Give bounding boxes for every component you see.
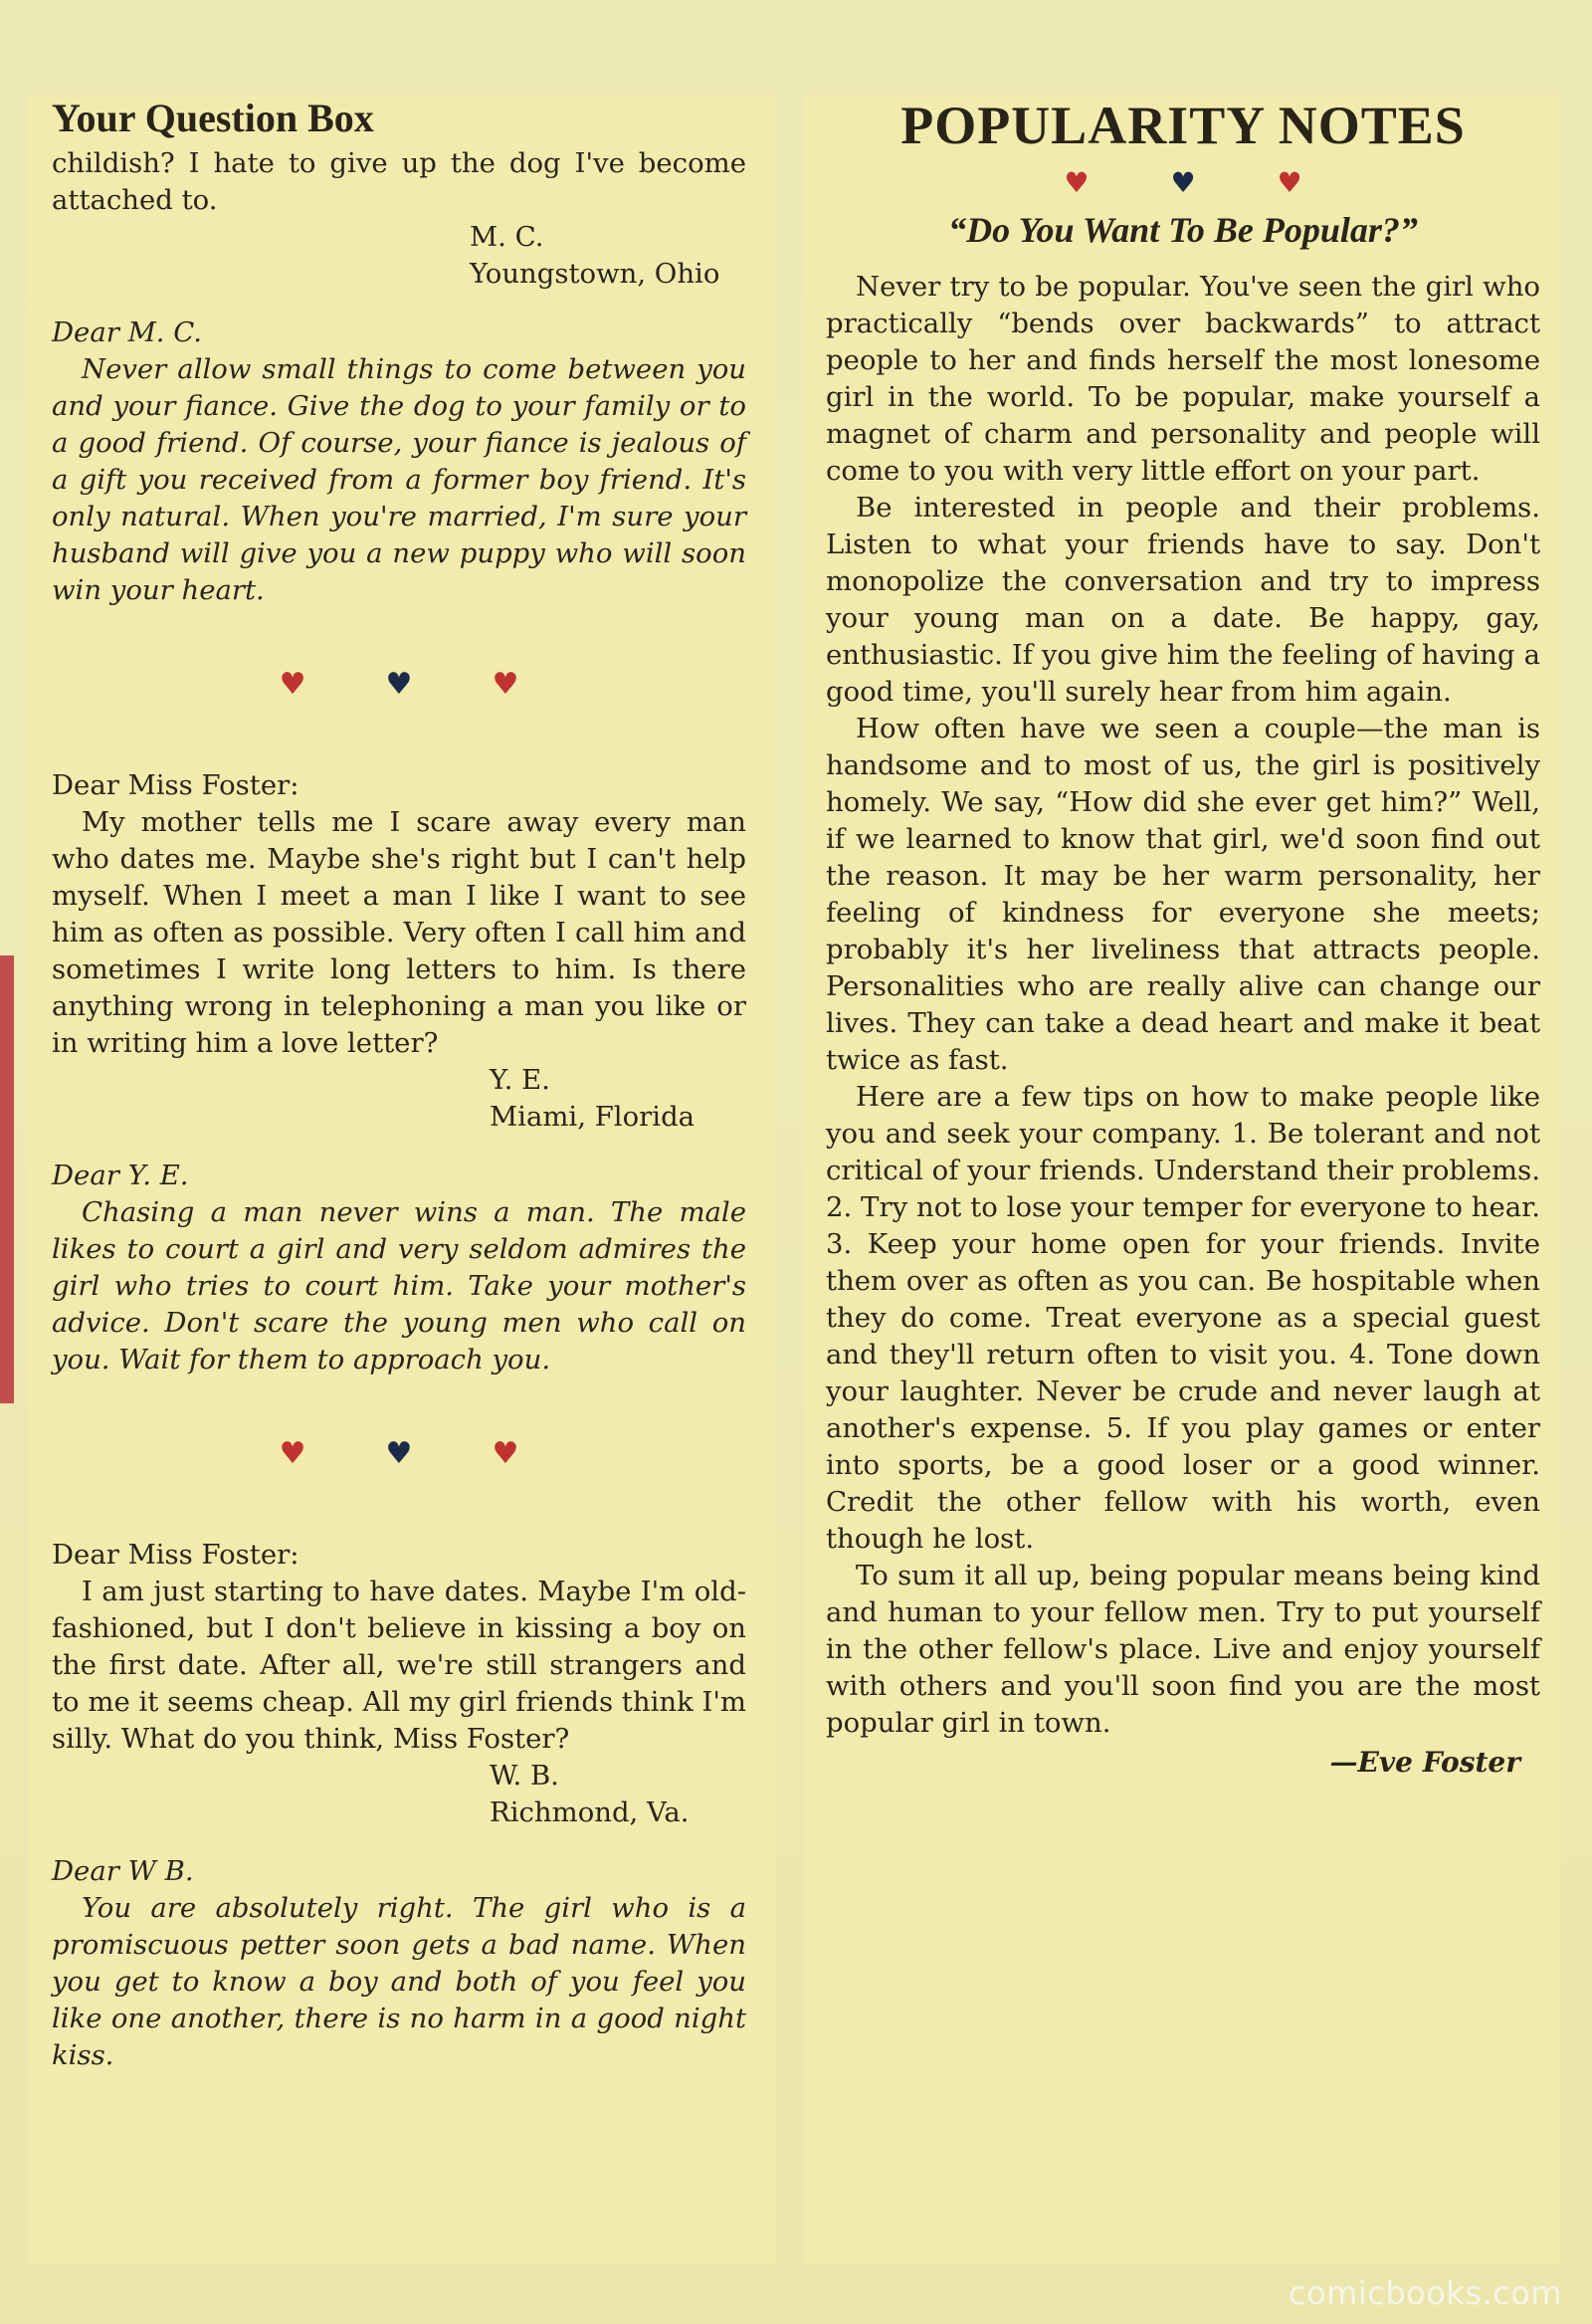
sig3-place: Richmond, Va.	[490, 1796, 690, 1828]
heart-icon: ♥	[385, 1436, 413, 1471]
sig3-initials: W. B.	[490, 1760, 559, 1792]
heart-divider-1	[52, 667, 746, 702]
question-box-header: Your Question Box	[52, 96, 374, 140]
sig2-initials: Y. E.	[490, 1064, 550, 1096]
letter2-body: My mother tells me I scare away every man who dates me. Maybe she's right but I can't help myself. When I meet a man I like I want to see him as often as possible. Very often I call him and sometimes I write long letters to him. Is there anything wrong in telephoning a man you like or in writing him a love letter?	[52, 806, 746, 1059]
article-subtitle: “Do You Want To Be Popular?”	[948, 210, 1418, 250]
article-para-4: Here are a few tips on how to make people like you and seek your company. 1. Be tolerant and not critical of your friends. Understand their problems. 2. Try not to lose your temper for everyone to hear. 3. Keep your home open for your friends. Invite them over as often as you can. Be hospitable when they do come. Treat everyone as a special guest and they'll return often to visit you. 4. Tone down your laughter. Never be crude and never laugh at another's expense. 5. If you play games or enter into sports, be a good loser or a good winner. Credit the other fellow with his worth, even though he lost.	[826, 1081, 1540, 1555]
article-para-5: To sum it all up, being popular means being kind and human to your fellow men. Try to put yourself in the other fellow's place. Live and enjoy yourself with others and you'll soon find you are the most popular girl in town.	[826, 1560, 1540, 1739]
letter3-body: I am just starting to have dates. Maybe I'm old-fashioned, but I don't believe in kissing a boy on the first date. After all, we're still strangers and to me it seems cheap. All my girl friends think I'm silly. What do you think, Miss Foster?	[52, 1576, 746, 1755]
article-para-1: Never try to be popular. You've seen the girl who practically “bends over backwards” to attract people to her and finds herself the most lonesome girl in the world. To be popular, make yourself a magnet of charm and personality and people will come to you with very little effort on your part.	[826, 271, 1540, 487]
article-para-3: How often have we seen a couple—the man is handsome and to most of us, the girl is positively homely. We say, “How did she ever get him?” Well, if we learned to know that girl, we'd soon find out the reason. It may be her warm personality, her feeling of kindness for everyone she meets; probably it's her liveliness that attracts people. Personalities who are really alive can change our lives. They can take a dead heart and make it beat twice as fast.	[826, 713, 1540, 1076]
heart-icon: ♥	[1170, 166, 1196, 199]
heart-icon: ♥	[1277, 166, 1302, 199]
question-box-column	[28, 95, 776, 2264]
heart-icon: ♥	[492, 1436, 519, 1471]
heart-divider-2	[52, 1436, 746, 1471]
reply1-salutation: Dear M. C.	[52, 317, 203, 348]
letter1-ending: childish? I hate to give up the dog I've become attached to.	[52, 147, 746, 216]
heart-icon: ♥	[492, 667, 519, 702]
popularity-notes-header: POPULARITY NOTES	[900, 96, 1466, 155]
site-watermark: comicbooks.com	[1288, 2274, 1562, 2312]
reply1-body: Never allow small things to come between you and your fiance. Give the dog to your family or to a good friend. Of course, your fiance is jealous of a gift you received from a former boy friend. It's only natural. When you're married, I'm sure your husband will give you a new puppy who will soon win your heart.	[52, 353, 746, 606]
sig1-place: Youngstown, Ohio	[470, 258, 720, 290]
heart-icon: ♥	[279, 1436, 306, 1471]
heart-icon: ♥	[385, 667, 413, 702]
heart-icon: ♥	[279, 667, 306, 702]
author-signature: —Eve Foster	[1329, 1746, 1520, 1779]
red-edge-strip	[0, 955, 14, 1403]
reply3-body: You are absolutely right. The girl who is a promiscuous petter soon gets a bad name. When you get to know a boy and both of you feel you like one another, there is no harm in a good night kiss.	[52, 1892, 746, 2071]
heart-divider-top	[826, 166, 1540, 199]
sig2-place: Miami, Florida	[490, 1101, 696, 1133]
reply2-salutation: Dear Y. E.	[52, 1160, 189, 1191]
sig1-initials: M. C.	[470, 221, 544, 253]
article-para-2: Be interested in people and their problems. Listen to what your friends have to say. Don't monopolize the conversation and try to impress your young man on a date. Be happy, gay, enthusiastic. If you give him the feeling of having a good time, you'll surely hear from him again.	[826, 492, 1540, 708]
reply3-salutation: Dear W B.	[52, 1855, 194, 1887]
heart-icon: ♥	[1064, 166, 1090, 199]
letter3-salutation: Dear Miss Foster:	[52, 1539, 299, 1571]
letter2-salutation: Dear Miss Foster:	[52, 769, 299, 801]
reply2-body: Chasing a man never wins a man. The male likes to court a girl and very seldom admires the girl who tries to court him. Take your mother's advice. Don't scare the young men who call on you. Wait for them to approach you.	[52, 1196, 746, 1375]
popularity-notes-column	[804, 95, 1560, 2264]
